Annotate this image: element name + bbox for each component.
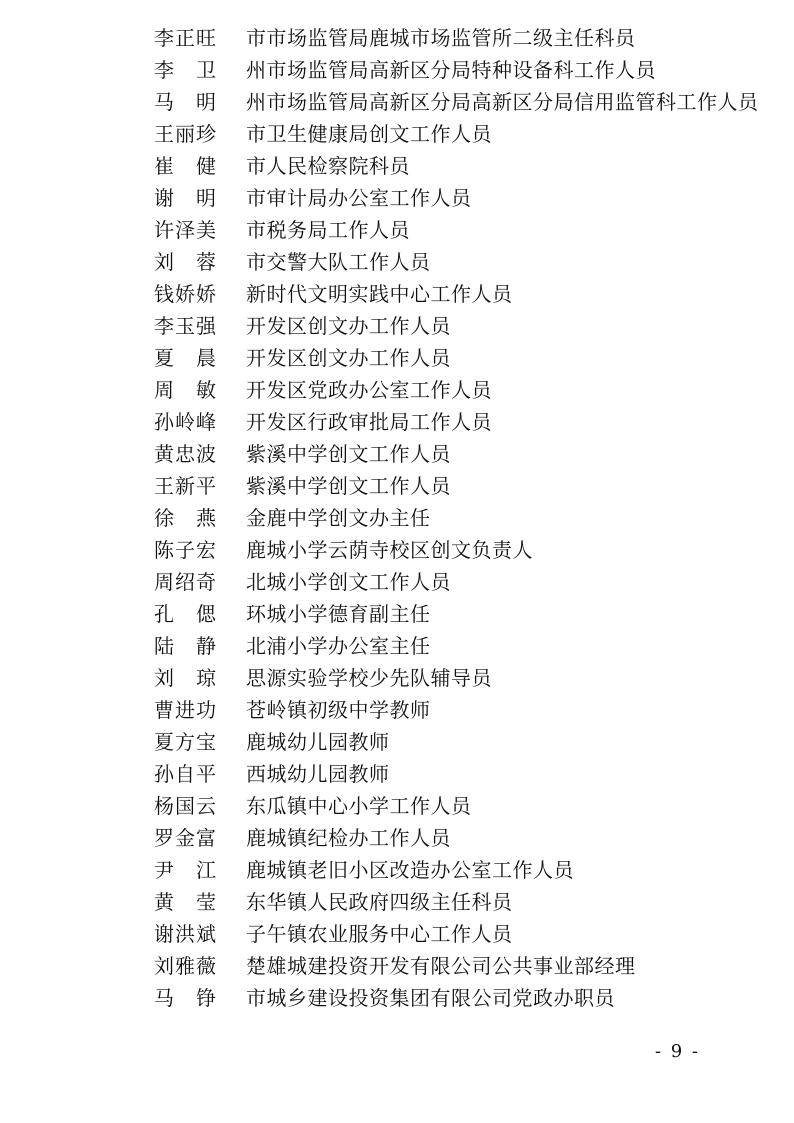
- person-position: 紫溪中学创文工作人员: [246, 442, 451, 466]
- list-item: [154, 534, 754, 566]
- person-position: 金鹿中学创文办主任: [246, 506, 431, 530]
- person-position: 市卫生健康局创文工作人员: [246, 122, 492, 146]
- list-item: [154, 214, 754, 246]
- list-item: [154, 630, 754, 662]
- person-name: 许泽美: [154, 218, 217, 242]
- person-position: 思源实验学校少先队辅导员: [246, 666, 492, 690]
- list-item: [154, 822, 754, 854]
- list-item: [154, 758, 754, 790]
- person-position: 鹿城幼儿园教师: [246, 730, 390, 754]
- person-position: 东华镇人民政府四级主任科员: [246, 890, 513, 914]
- person-position: 市税务局工作人员: [246, 218, 410, 242]
- list-item: [154, 246, 754, 278]
- person-name: 李 卫: [154, 58, 217, 82]
- list-item: [154, 566, 754, 598]
- person-name: 曹进功: [154, 698, 217, 722]
- list-item: [154, 598, 754, 630]
- person-name: 王丽珍: [154, 122, 217, 146]
- person-name: 李玉强: [154, 314, 217, 338]
- person-name: 刘 琼: [154, 666, 217, 690]
- person-name: 夏 晨: [154, 346, 217, 370]
- person-position: 市市场监管局鹿城市场监管所二级主任科员: [246, 26, 636, 50]
- list-item: [154, 278, 754, 310]
- person-name: 刘 蓉: [154, 250, 217, 274]
- person-name: 周绍奇: [154, 570, 217, 594]
- person-position: 子午镇农业服务中心工作人员: [246, 922, 513, 946]
- person-position: 鹿城镇纪检办工作人员: [246, 826, 451, 850]
- person-position: 东瓜镇中心小学工作人员: [246, 794, 472, 818]
- person-name: 黄 莹: [154, 890, 217, 914]
- person-position: 市人民检察院科员: [246, 154, 410, 178]
- list-item: [154, 54, 754, 86]
- person-name: 钱娇娇: [154, 282, 217, 306]
- person-position: 开发区创文办工作人员: [246, 314, 451, 338]
- person-name: 李正旺: [154, 26, 217, 50]
- person-position: 西城幼儿园教师: [246, 762, 390, 786]
- person-position: 开发区创文办工作人员: [246, 346, 451, 370]
- list-item: [154, 406, 754, 438]
- list-item: [154, 150, 754, 182]
- personnel-list: [154, 22, 759, 1014]
- person-position: 北浦小学办公室主任: [246, 634, 431, 658]
- person-position: 鹿城小学云荫寺校区创文负责人: [246, 538, 533, 562]
- person-name: 孙岭峰: [154, 410, 217, 434]
- person-position: 北城小学创文工作人员: [246, 570, 451, 594]
- person-position: 鹿城镇老旧小区改造办公室工作人员: [246, 858, 574, 882]
- person-name: 尹 江: [154, 858, 217, 882]
- person-name: 刘雅薇: [154, 954, 217, 978]
- person-name: 陆 静: [154, 634, 217, 658]
- person-name: 陈子宏: [154, 538, 217, 562]
- person-name: 孙自平: [154, 762, 217, 786]
- list-item: [154, 502, 754, 534]
- person-position: 新时代文明实践中心工作人员: [246, 282, 513, 306]
- list-item: [154, 182, 754, 214]
- list-item: [154, 726, 754, 758]
- person-position: 开发区党政办公室工作人员: [246, 378, 492, 402]
- person-name: 谢 明: [154, 186, 217, 210]
- list-item: [154, 438, 754, 470]
- list-item: [154, 662, 754, 694]
- list-item: [154, 374, 754, 406]
- person-position: 州市场监管局高新区分局特种设备科工作人员: [246, 58, 656, 82]
- person-name: 谢洪斌: [154, 922, 217, 946]
- person-position: 市交警大队工作人员: [246, 250, 431, 274]
- list-item: [154, 310, 754, 342]
- person-position: 州市场监管局高新区分局高新区分局信用监管科工作人员: [246, 90, 759, 114]
- list-item: [154, 22, 754, 54]
- list-item: [154, 118, 754, 150]
- person-position: 楚雄城建投资开发有限公司公共事业部经理: [246, 954, 636, 978]
- person-name: 徐 燕: [154, 506, 217, 530]
- list-item: [154, 694, 754, 726]
- list-item: [154, 854, 754, 886]
- list-item: [154, 918, 754, 950]
- person-position: 开发区行政审批局工作人员: [246, 410, 492, 434]
- list-item: [154, 470, 754, 502]
- person-name: 黄忠波: [154, 442, 217, 466]
- list-item: [154, 886, 754, 918]
- person-name: 夏方宝: [154, 730, 217, 754]
- person-position: 市城乡建设投资集团有限公司党政办职员: [246, 986, 615, 1010]
- person-name: 罗金富: [154, 826, 217, 850]
- list-item: [154, 790, 754, 822]
- person-name: 崔 健: [154, 154, 217, 178]
- person-position: 苍岭镇初级中学教师: [246, 698, 431, 722]
- person-name: 马 明: [154, 90, 217, 114]
- list-item: [154, 950, 754, 982]
- list-item: [154, 86, 759, 118]
- person-name: 孔 偲: [154, 602, 217, 626]
- person-name: 马 铮: [154, 986, 217, 1010]
- person-position: 紫溪中学创文工作人员: [246, 474, 451, 498]
- list-item: [154, 982, 754, 1014]
- person-name: 杨国云: [154, 794, 217, 818]
- person-position: 市审计局办公室工作人员: [246, 186, 472, 210]
- list-item: [154, 342, 754, 374]
- person-position: 环城小学德育副主任: [246, 602, 431, 626]
- page-number: - 9 -: [654, 1041, 700, 1062]
- person-name: 王新平: [154, 474, 217, 498]
- person-name: 周 敏: [154, 378, 217, 402]
